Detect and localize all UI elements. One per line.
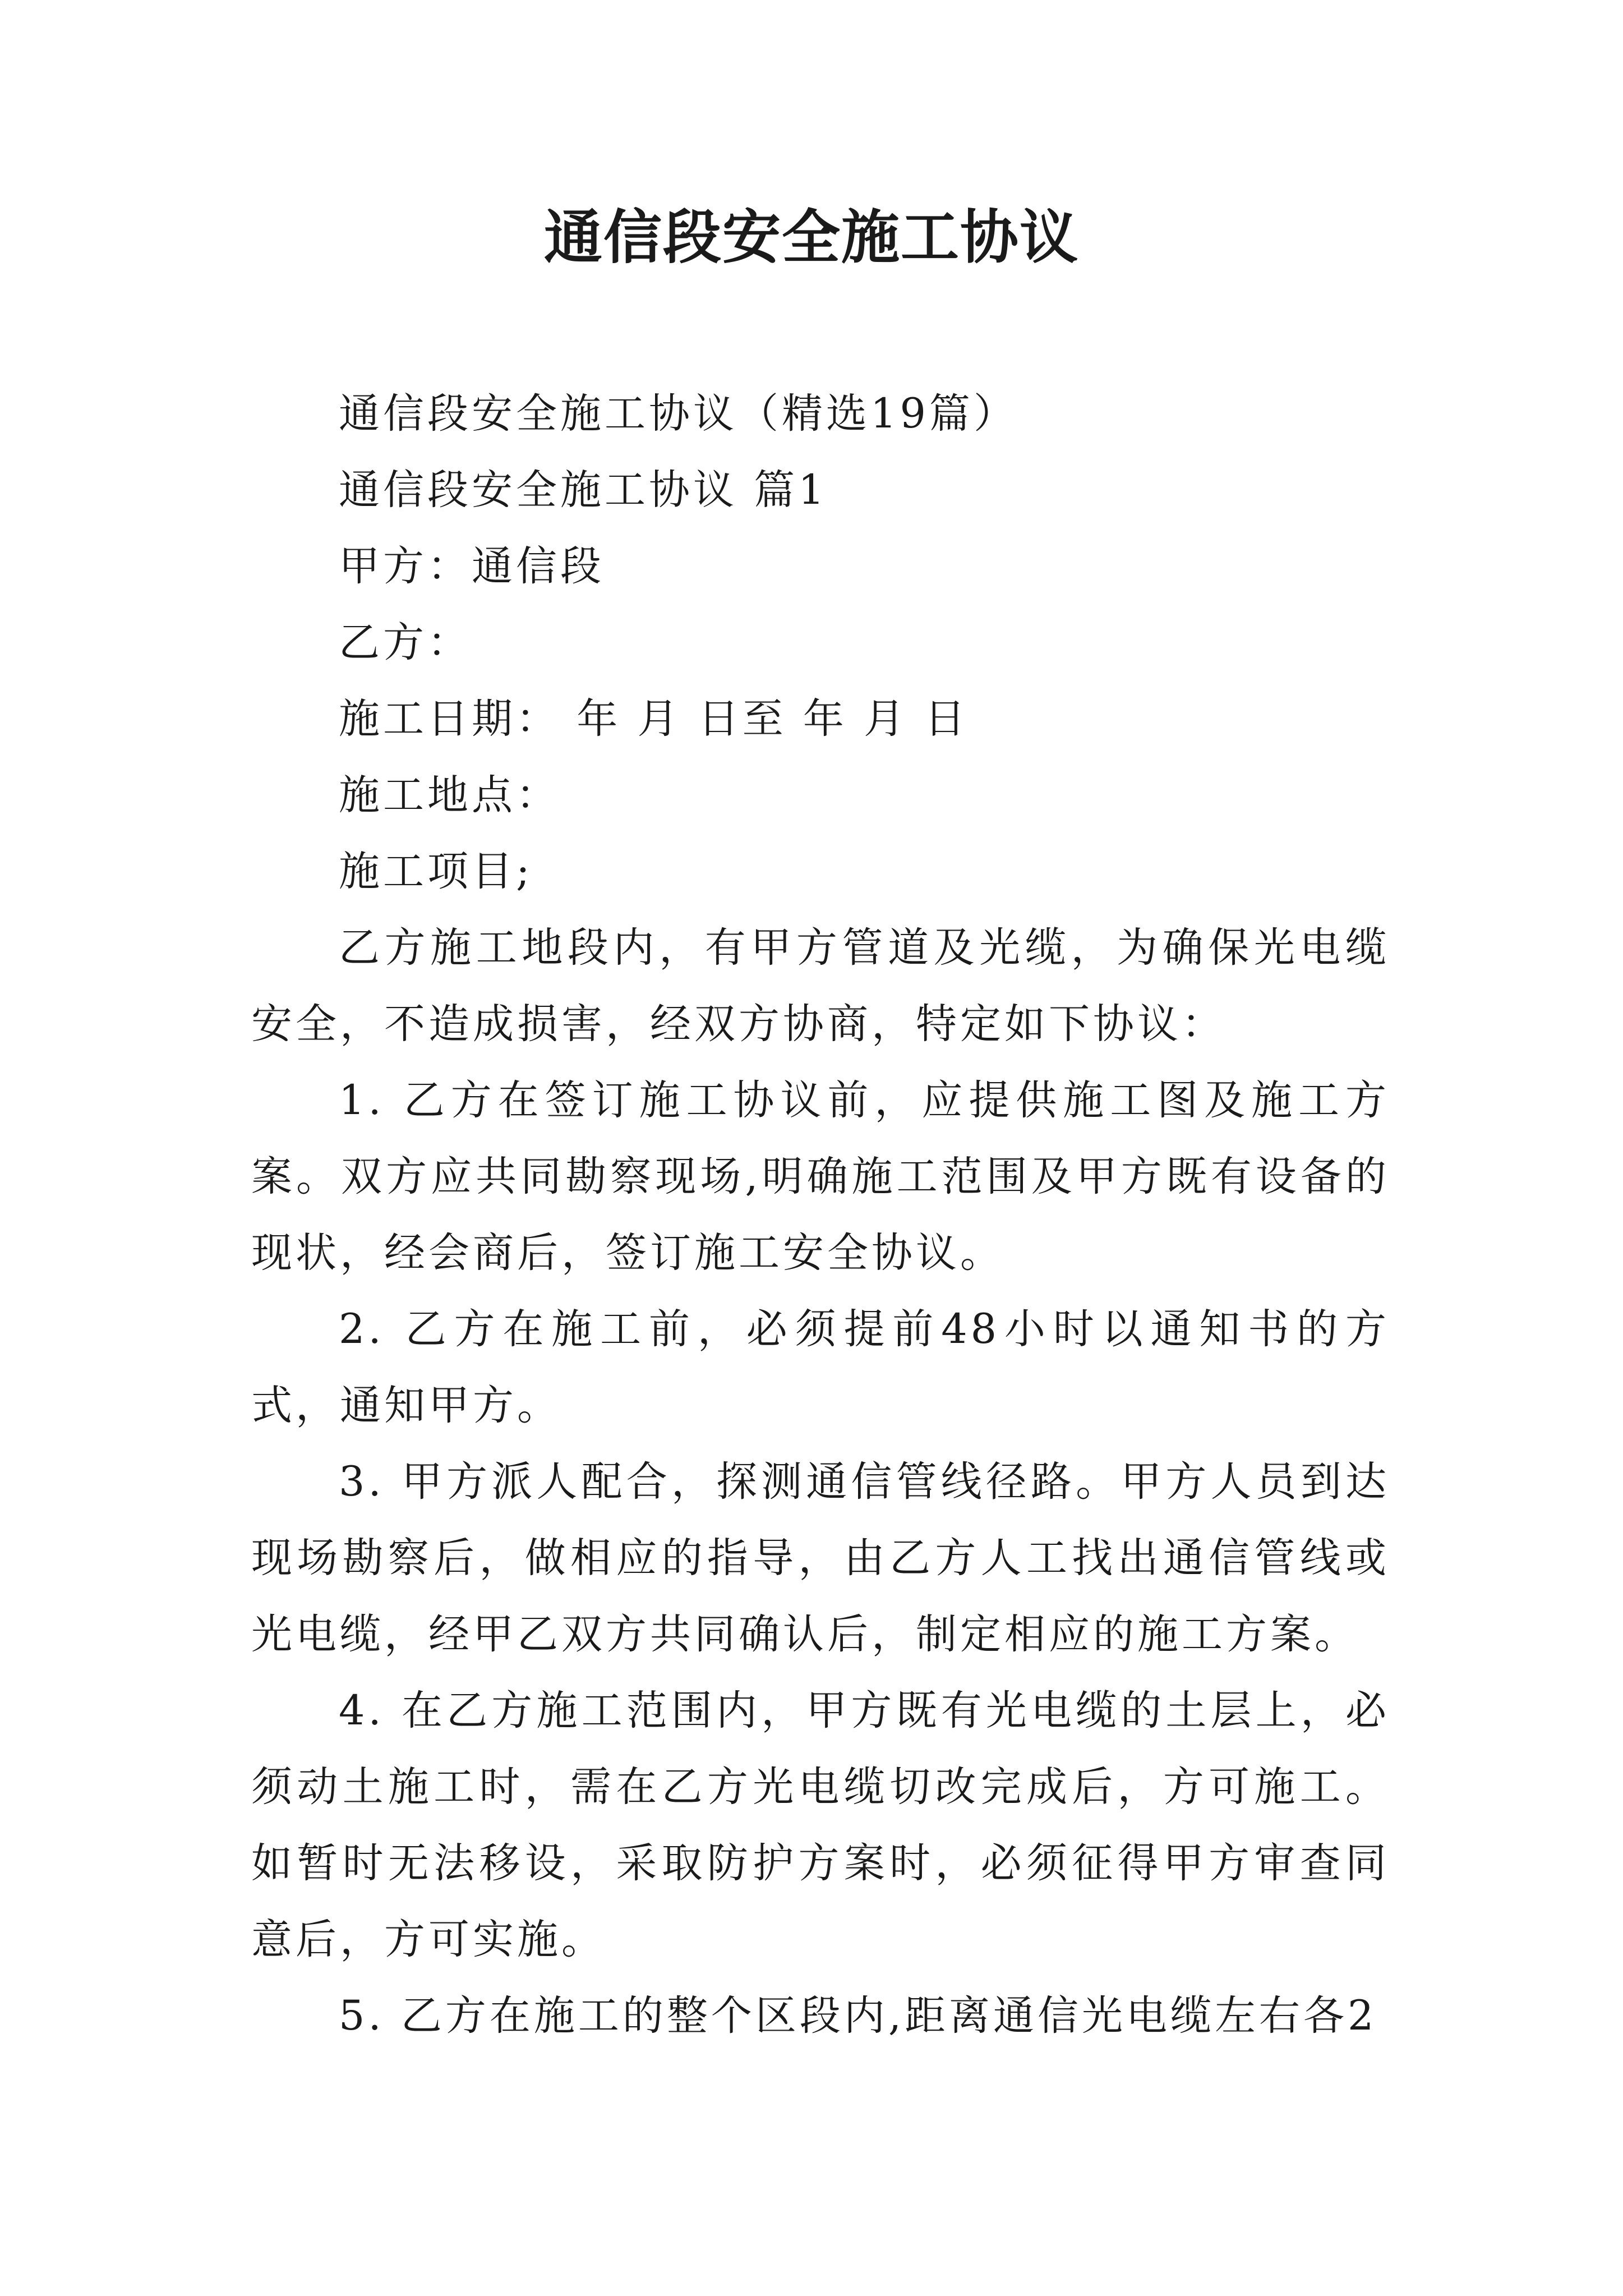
- paragraph-clause-3: 3. 甲方派人配合，探测通信管线径路。甲方人员到达现场勘察后，做相应的指导，由乙方人工找出通信管线或光电缆，经甲乙双方共同确认后，制定相应的施工方案。: [251, 1458, 1390, 1658]
- paragraph-party-b: 乙方：: [339, 619, 472, 666]
- paragraph-clause-1: 1. 乙方在签订施工协议前，应提供施工图及施工方案。双方应共同勘察现场,明确施工范围及甲方既有设备的现状，经会商后，签订施工安全协议。: [251, 1076, 1390, 1277]
- paragraph-section-heading: 通信段安全施工协议 篇1: [339, 466, 828, 514]
- paragraph-clause-4: 4. 在乙方施工范围内，甲方既有光电缆的土层上，必须动土施工时，需在乙方光电缆切改完成后，方可施工。如暂时无法移设，采取防护方案时，必须征得甲方审查同意后，方可实施。: [251, 1687, 1390, 1963]
- paragraph-party-a: 甲方：通信段: [339, 542, 605, 590]
- document-body: [251, 376, 1390, 2054]
- paragraph-construction-project: 施工项目;: [339, 848, 533, 895]
- document-title: 通信段安全施工协议: [543, 203, 1079, 272]
- paragraph-clause-2: 2. 乙方在施工前，必须提前48小时以通知书的方式，通知甲方。: [251, 1305, 1390, 1429]
- paragraph-construction-date: 施工日期： 年 月 日至 年 月 日: [339, 695, 969, 743]
- paragraph-construction-site: 施工地点：: [339, 771, 560, 819]
- paragraph-clause-5: 5. 乙方在施工的整个区段内,距离通信光电缆左右各2: [339, 1992, 1377, 2040]
- paragraph-subtitle: 通信段安全施工协议（精选19篇）: [339, 390, 1018, 438]
- paragraph-preamble: 乙方施工地段内，有甲方管道及光缆，为确保光电缆安全，不造成损害，经双方协商，特定如下协议：: [251, 924, 1390, 1048]
